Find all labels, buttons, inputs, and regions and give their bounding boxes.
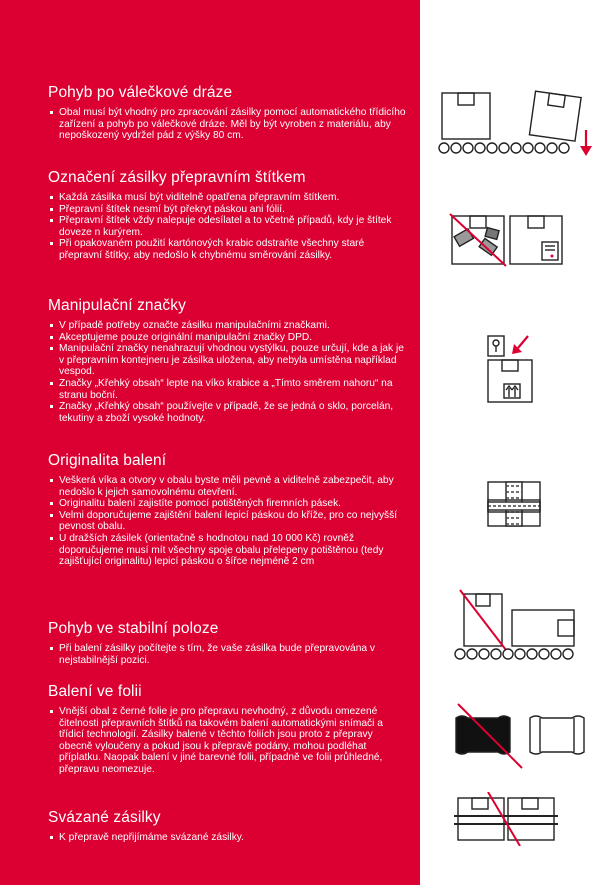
list-item: U dražších zásilek (orientačně s hodnotou nad 10 000 Kč) rovněž doporučujeme musí mít všechny spoje obalu přelepeny potištěnou (tedy zajišťující originalitu) lepicí páskou o šířce nejméně 2 cm [48,533,408,568]
section-list [48,192,408,262]
list-item: Akceptujeme pouze originální manipulační značky DPD. [48,332,408,344]
list-item: Značky „Křehký obsah“ lepte na víko krabice a „Tímto směrem nahoru“ na stranu boční. [48,378,408,401]
bundled-parcels-icon [452,792,562,846]
section-title: Označení zásilky přepravním štítkem [48,169,306,186]
list-item: Značky „Křehký obsah“ používejte v případě, že se jedná o sklo, porcelán, tekutiny a zboží vysoké hodnoty. [48,401,408,424]
section-list [48,832,408,844]
section-title: Manipulační značky [48,297,186,314]
list-item: Obal musí být vhodný pro zpracování zásilky pomocí automatického třídicího zařízení a pohyb po válečkové dráze. Měl by být vyroben z materiálu, aby nepoškozený vydržel pád z výšky 80 cm. [48,107,408,142]
section-title: Pohyb ve stabilní poloze [48,620,219,637]
stable-position-icon [452,588,582,662]
section-list [48,706,408,776]
section-originalita [48,451,408,568]
list-item: Vnější obal z černé folie je pro přepravu nevhodný, z důvodu omezené čitelnosti přepravních štítků na takovém balení automatickými snímači a třídicí technologií. Zásilky balené v těchto foliích jsou proto z přepravy obecně vyloučeny a pokud jsou k přepravě podány, mohou podléhat příplatku. Naopak balení v jiné barevné folii, případně ve folii průhledné, přepravu neomezuje. [48,706,408,776]
section-folie [48,682,408,776]
section-svazane [48,808,408,844]
list-item: Přepravní štítek nesmí být překryt páskou ani fólií. [48,204,408,216]
section-title: Pohyb po válečkové dráze [48,84,233,101]
section-list [48,643,408,666]
list-item: Originalitu balení zajistíte pomocí potištěných firemních pásek. [48,498,408,510]
list-item: Veškerá víka a otvory v obalu byste měli pevně a viditelně zabezpečit, aby nedošlo k jejich samovolnému otevření. [48,475,408,498]
tamper-tape-icon [484,478,544,530]
roller-conveyor-icon [436,88,601,162]
section-oznaceni [48,168,408,262]
foil-wrap-icon [450,702,590,772]
handling-marks-icon [484,332,542,412]
label-placement-icon [448,212,568,268]
list-item: Přepravní štítek vždy nalepuje odesílatel a to včetně případů, kdy je štítek doveze n kurýrem. [48,215,408,238]
section-title: Balení ve folii [48,683,142,700]
list-item: Při opakovaném použití kartónových krabic odstraňte všechny staré přepravní štítky, aby nedošlo k chybnému směrování zásilky. [48,238,408,261]
section-manipulacni [48,296,408,424]
section-list [48,320,408,424]
list-item: Každá zásilka musí být viditelně opatřena přepravním štítkem. [48,192,408,204]
list-item: Při balení zásilky počítejte s tím, že vaše zásilka bude přepravována v nejstabilnější pozici. [48,643,408,666]
section-list [48,475,408,568]
list-item: V případě potřeby označte zásilku manipulačními značkami. [48,320,408,332]
section-pohyb [48,83,408,142]
section-title: Originalita balení [48,452,167,469]
list-item: Manipulační značky nenahrazují vhodnou vystýlku, pouze určují, kde a jak je v přepravním kontejneru je zásilka uložena, aby nebyla umístěna například vespod. [48,343,408,378]
section-list [48,107,408,142]
list-item: K přepravě nepřijímáme svázané zásilky. [48,832,408,844]
list-item: Velmi doporučujeme zajištění balení lepicí páskou do kříže, pro co nejvyšší pevnost obalu. [48,510,408,533]
section-stabilni [48,619,408,666]
section-title: Svázané zásilky [48,809,161,826]
